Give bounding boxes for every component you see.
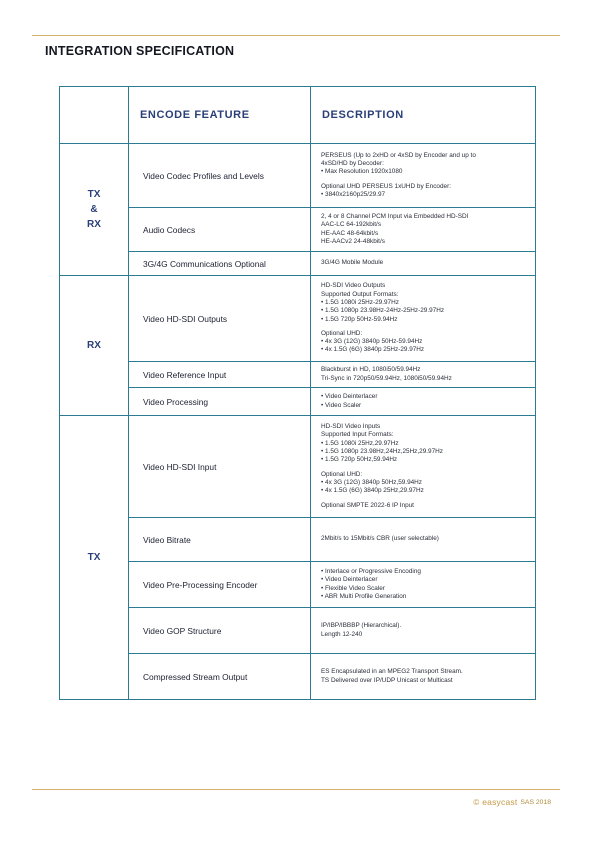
page-title: INTEGRATION SPECIFICATION xyxy=(45,44,235,58)
footer xyxy=(473,797,551,807)
description-line: Supported Output Formats: xyxy=(321,290,399,298)
description-line: HD-SDI Video Outputs xyxy=(321,282,386,290)
spec-table xyxy=(59,86,536,700)
description-line: Optional UHD: xyxy=(321,470,363,478)
description-line: 3G/4G Mobile Module xyxy=(321,259,384,267)
table-row xyxy=(60,654,536,700)
description-line: • 3840x2160p25/29.97 xyxy=(321,190,386,198)
description-line: Tri-Sync in 720p50/59.94Hz, 1080i50/59.94Hz xyxy=(321,374,452,382)
feature-cell: Video HD-SDI Outputs xyxy=(129,276,311,362)
description-line: • Interlace or Progressive Encoding xyxy=(321,567,421,575)
description-line: • 1.5G 720p 50Hz-59.94Hz xyxy=(321,315,398,323)
table-row xyxy=(60,252,536,276)
group-label-line: RX xyxy=(87,340,101,351)
description-cell xyxy=(311,208,536,252)
description-cell xyxy=(311,518,536,562)
description-line: Optional UHD: xyxy=(321,329,363,337)
description-cell xyxy=(311,276,536,362)
table-row xyxy=(60,144,536,208)
description-line: • Video Deinterlacer xyxy=(321,393,378,401)
description-line: Blackburst in HD, 1080i50/59.94Hz xyxy=(321,366,421,374)
description-line: HE-AACv2 24-48kbit/s xyxy=(321,237,385,245)
description-line: AAC-LC 64-192kbit/s xyxy=(321,221,382,229)
table-row xyxy=(60,362,536,388)
description-cell xyxy=(311,388,536,416)
description-line: • 4x 3G (12G) 3840p 50Hz,59.94Hz xyxy=(321,478,422,486)
description-line: • 1.5G 1080i 25Hz,29.97Hz xyxy=(321,439,399,447)
feature-cell: Video Bitrate xyxy=(129,518,311,562)
description-line: HE-AAC 48-64kbit/s xyxy=(321,229,379,237)
description-line: • Max Resolution 1920x1080 xyxy=(321,168,403,176)
table-row xyxy=(60,208,536,252)
feature-cell: Video GOP Structure xyxy=(129,608,311,654)
feature-cell: Video HD-SDI Input xyxy=(129,416,311,518)
table-body xyxy=(60,144,536,700)
group-label xyxy=(60,144,129,276)
group-label xyxy=(60,276,129,416)
description-line: • 4x 1.5G (6G) 3840p 25Hz,29.97Hz xyxy=(321,487,424,495)
description-cell xyxy=(311,362,536,388)
description-line: PERSEUS (Up to 2xHD or 4xSD by Encoder and up to xyxy=(321,151,476,159)
description-line: • Flexible Video Scaler xyxy=(321,584,385,592)
description-line: HD-SDI Video Inputs xyxy=(321,423,381,431)
description-line: Optional SMPTE 2022-6 IP Input xyxy=(321,501,414,509)
description-line: 2Mbit/s to 15Mbit/s CBR (user selectable) xyxy=(321,535,439,543)
description-line: 4xSD/HD by Decoder: xyxy=(321,160,384,168)
description-line: • 4x 1.5G (6G) 3840p 25Hz-29.97Hz xyxy=(321,346,425,354)
header-empty xyxy=(60,87,129,144)
description-line: IP/IBP/IBBBP (Hierarchical). xyxy=(321,622,402,630)
table-row xyxy=(60,608,536,654)
description-line: • 1.5G 1080p 23.98Hz-24Hz-25Hz-29.97Hz xyxy=(321,307,445,315)
description-cell xyxy=(311,416,536,518)
copyright-icon: © xyxy=(473,797,480,807)
group-label-line: & xyxy=(90,204,98,215)
table-row xyxy=(60,276,536,362)
table-header-row xyxy=(60,87,536,144)
group-label-line: TX xyxy=(87,189,101,200)
footer-text: SAS 2018 xyxy=(520,798,551,806)
description-cell xyxy=(311,144,536,208)
table-row xyxy=(60,388,536,416)
description-line: • Video Deinterlacer xyxy=(321,576,378,584)
feature-cell: Video Codec Profiles and Levels xyxy=(129,144,311,208)
description-line: • ABR Multi Profile Generation xyxy=(321,592,407,600)
brand-logo: easycast xyxy=(482,797,518,807)
feature-cell: Video Processing xyxy=(129,388,311,416)
table-row xyxy=(60,562,536,608)
description-line: ES Encapsulated in an MPEG2 Transport Stream. xyxy=(321,668,463,676)
description-line: Supported Input Formats: xyxy=(321,431,394,439)
description-line: • 1.5G 1080i 25Hz-29.97Hz xyxy=(321,298,399,306)
feature-cell: Compressed Stream Output xyxy=(129,654,311,700)
group-label xyxy=(60,416,129,700)
description-line: Length 12-240 xyxy=(321,630,363,638)
group-label-line: TX xyxy=(87,552,101,563)
description-line: Optional UHD PERSEUS 1xUHD by Encoder: xyxy=(321,182,451,190)
description-cell xyxy=(311,608,536,654)
description-cell xyxy=(311,252,536,276)
description-line: TS Delivered over IP/UDP Unicast or Multicast xyxy=(321,676,453,684)
table-row xyxy=(60,518,536,562)
group-label-line: RX xyxy=(87,219,101,230)
description-line: • 4x 3G (12G) 3840p 50Hz-59.94Hz xyxy=(321,338,423,346)
header-encode-feature: ENCODE FEATURE xyxy=(129,87,311,144)
table-row xyxy=(60,416,536,518)
feature-cell: 3G/4G Communications Optional xyxy=(129,252,311,276)
description-line: • 1.5G 720p 50Hz,59.94Hz xyxy=(321,456,398,464)
bottom-divider xyxy=(32,789,560,790)
feature-cell: Video Reference Input xyxy=(129,362,311,388)
feature-cell: Video Pre-Processing Encoder xyxy=(129,562,311,608)
description-line: • Video Scaler xyxy=(321,401,362,409)
header-description: DESCRIPTION xyxy=(311,87,536,144)
top-divider xyxy=(32,35,560,36)
description-line: 2, 4 or 8 Channel PCM Input via Embedded HD-SDI xyxy=(321,212,469,220)
feature-cell: Audio Codecs xyxy=(129,208,311,252)
description-cell xyxy=(311,562,536,608)
description-cell xyxy=(311,654,536,700)
description-line: • 1.5G 1080p 23.98Hz,24Hz,25Hz,29.97Hz xyxy=(321,448,443,456)
